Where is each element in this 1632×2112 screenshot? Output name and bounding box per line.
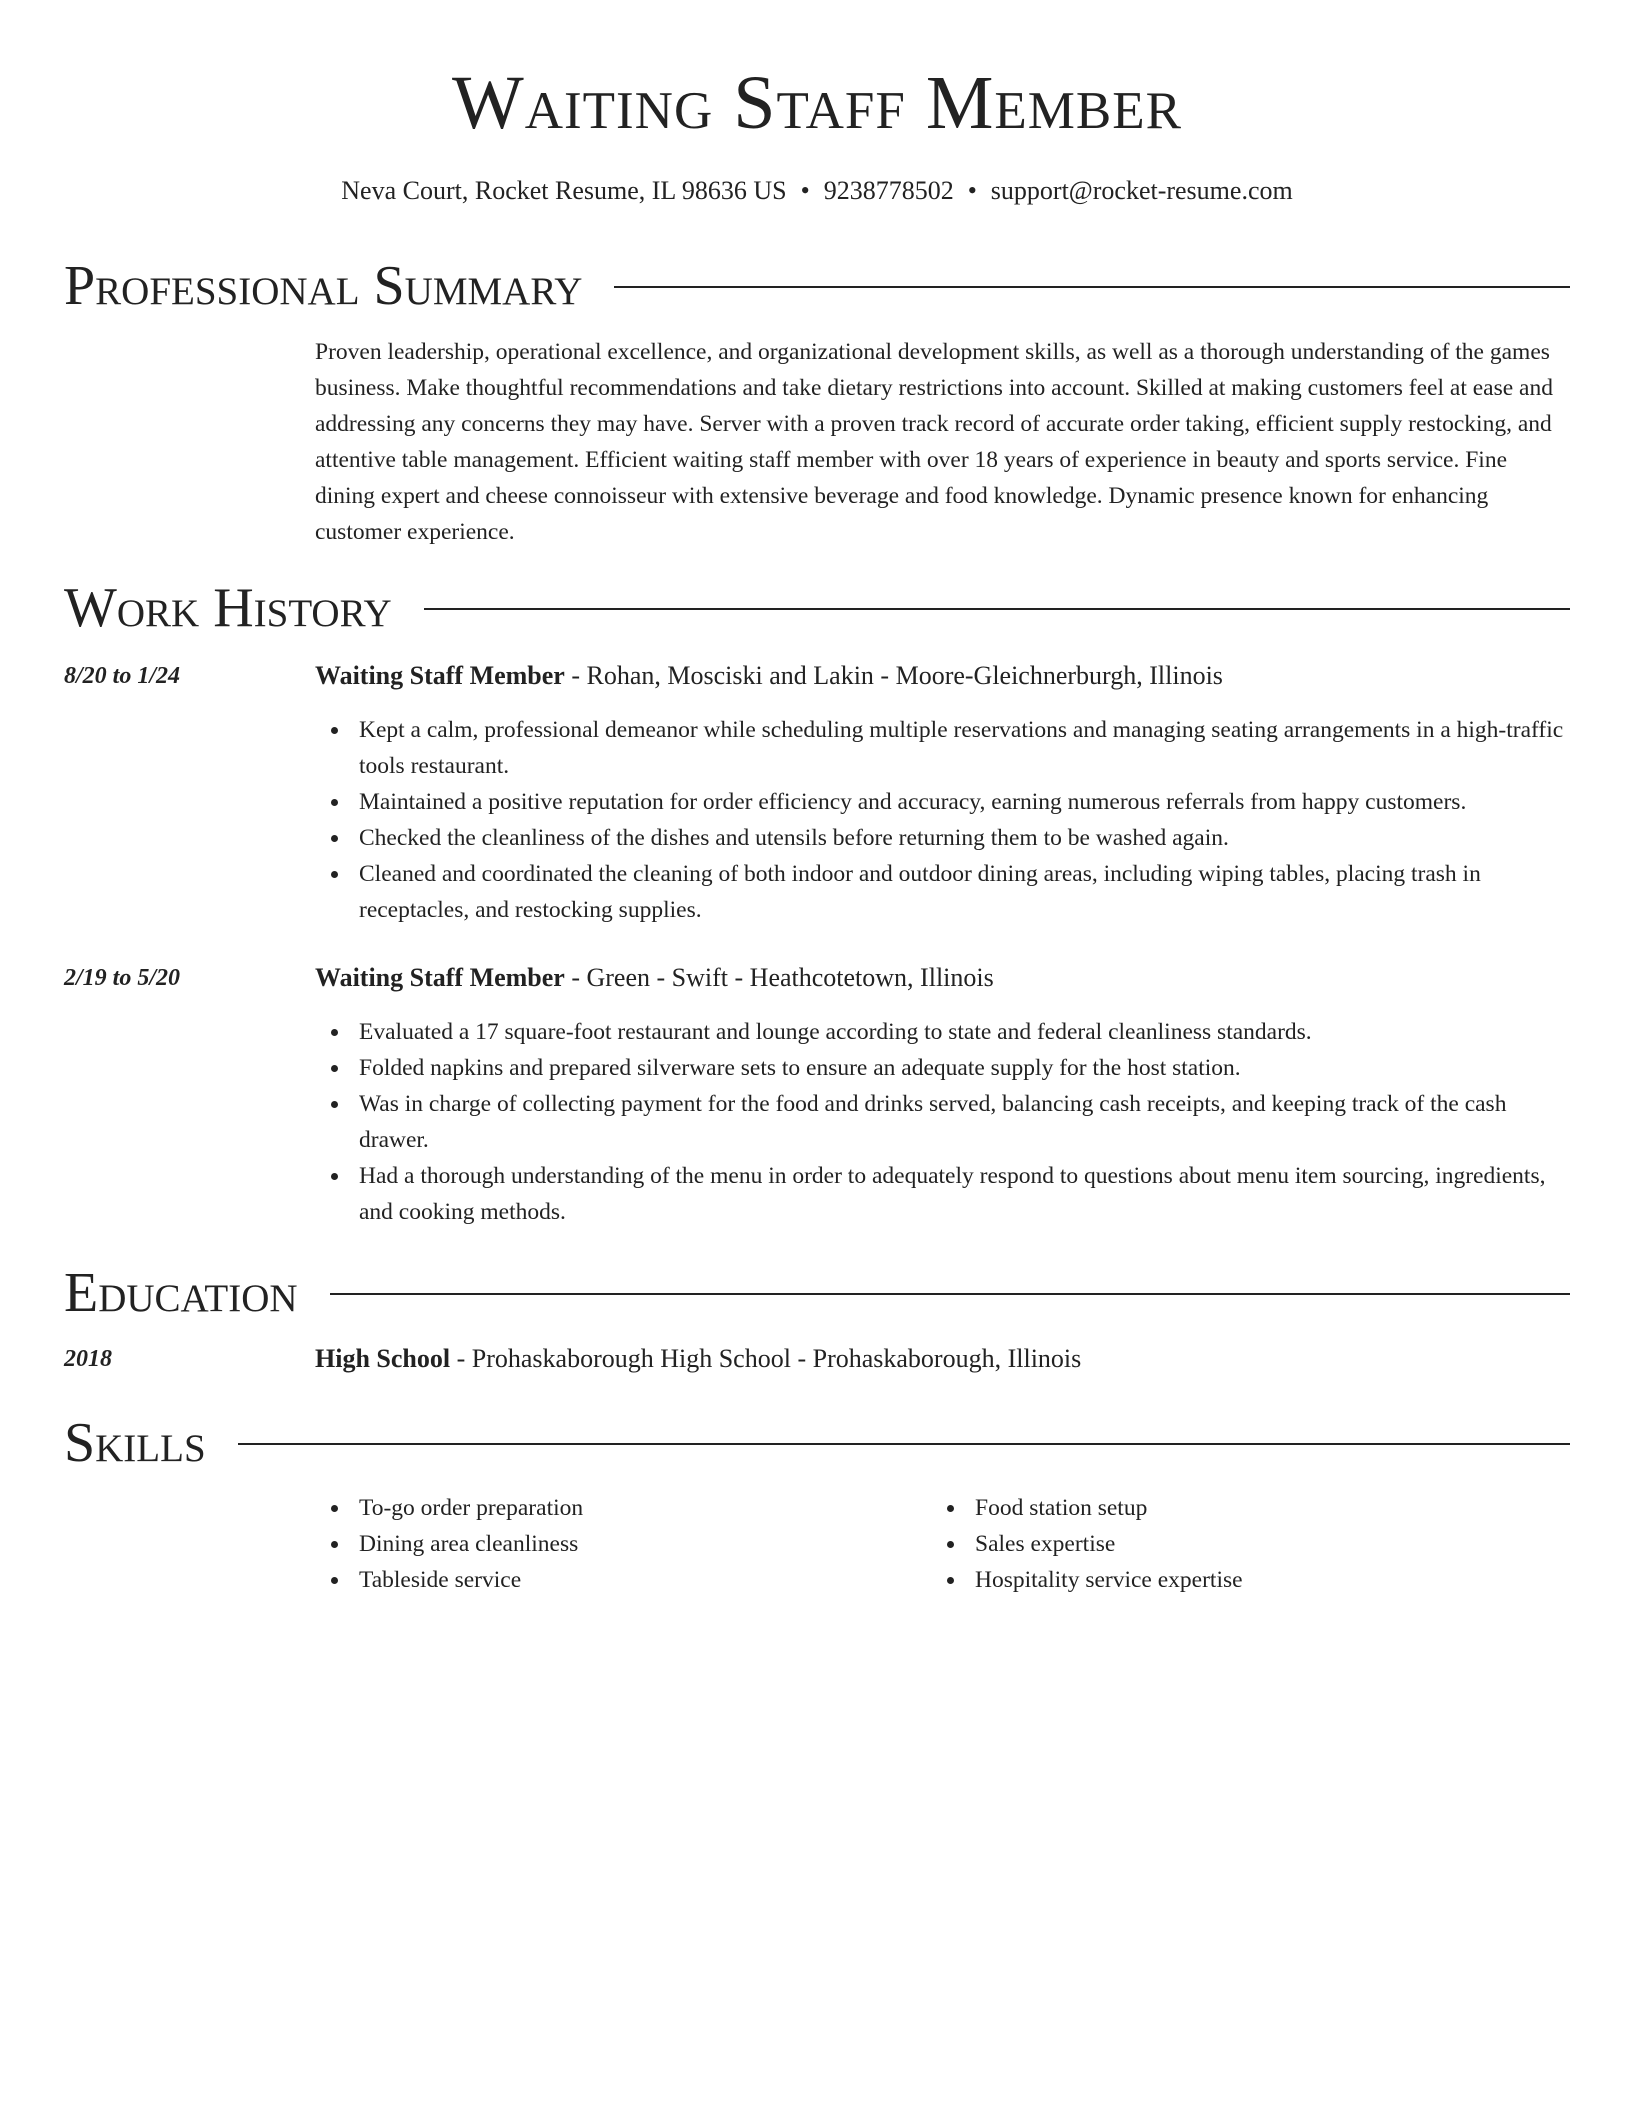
education-section-header xyxy=(64,1261,1570,1325)
job-details: - Rohan, Mosciski and Lakin - Moore-Gleichnerburgh, Illinois xyxy=(564,661,1223,690)
job-heading xyxy=(315,960,1570,996)
skills-grid xyxy=(315,1490,1570,1610)
summary-text: Proven leadership, operational excellence, and organizational development skills, as well as a thorough understanding of the games business. Make thoughtful recommendations and take dietary restrictions into account. Skilled at making customers feel at ease and addressing any concerns they may have. Server with a proven track record of accurate order taking, efficient supply restocking, and attentive table management. Efficient waiting staff member with over 18 years of experience in beauty and sports service. Fine dining expert and cheese connoisseur with extensive beverage and food knowledge. Dynamic presence known for enhancing customer experience. xyxy=(315,339,1553,545)
list-item: Had a thorough understanding of the menu in order to adequately respond to questions about menu item sourcing, ingredients, and cooking methods. xyxy=(359,1158,1570,1230)
work-section-header xyxy=(64,576,1570,640)
list-item: Folded napkins and prepared silverware sets to ensure an adequate supply for the host station. xyxy=(359,1050,1570,1086)
contact-separator: • xyxy=(800,176,810,205)
job-dates: 2/19 to 5/20 xyxy=(64,965,181,991)
skills-section-header xyxy=(64,1411,1570,1475)
section-divider xyxy=(330,1293,1570,1295)
skills-list-left xyxy=(315,1490,583,1598)
list-item: Evaluated a 17 square-foot restaurant and lounge according to state and federal cleanliness standards. xyxy=(359,1014,1570,1050)
job-heading xyxy=(315,658,1570,694)
candidate-name: Waiting Staff Member xyxy=(451,61,1182,145)
education-entry xyxy=(315,1341,1570,1377)
list-item: Sales expertise xyxy=(975,1526,1243,1562)
contact-phone: 9238778502 xyxy=(823,176,954,205)
education-degree: High School xyxy=(315,1344,451,1373)
job-title: Waiting Staff Member xyxy=(315,963,565,992)
job-entry xyxy=(315,960,1570,1230)
list-item: Food station setup xyxy=(975,1490,1243,1526)
job-title: Waiting Staff Member xyxy=(315,661,565,690)
job-entry xyxy=(315,658,1570,928)
list-item: Checked the cleanliness of the dishes and utensils before returning them to be washed again. xyxy=(359,820,1570,856)
list-item: Was in charge of collecting payment for the food and drinks served, balancing cash receipts, and keeping track of the cash drawer. xyxy=(359,1086,1570,1158)
list-item: Tableside service xyxy=(359,1562,583,1598)
summary-heading: Professional Summary xyxy=(64,255,583,317)
work-heading: Work History xyxy=(64,577,392,639)
summary-section-header xyxy=(64,254,1570,318)
contact-line xyxy=(64,174,1570,208)
job-dates: 8/20 to 1/24 xyxy=(64,663,181,689)
list-item: Maintained a positive reputation for order efficiency and accuracy, earning numerous referrals from happy customers. xyxy=(359,784,1570,820)
section-divider xyxy=(238,1443,1570,1445)
education-details: - Prohaskaborough High School - Prohaskaborough, Illinois xyxy=(450,1344,1082,1373)
contact-email: support@rocket-resume.com xyxy=(990,176,1293,205)
job-details: - Green - Swift - Heathcotetown, Illinois xyxy=(564,963,994,992)
job-bullets xyxy=(315,712,1570,928)
list-item: Hospitality service expertise xyxy=(975,1562,1243,1598)
skills-list-right xyxy=(931,1490,1243,1598)
education-heading-line xyxy=(315,1341,1570,1377)
list-item: Cleaned and coordinated the cleaning of both indoor and outdoor dining areas, including wiping tables, placing trash in receptacles, and restocking supplies. xyxy=(359,856,1570,928)
education-year: 2018 xyxy=(64,1346,112,1372)
section-divider xyxy=(424,608,1570,610)
contact-separator: • xyxy=(967,176,977,205)
list-item: Kept a calm, professional demeanor while scheduling multiple reservations and managing seating arrangements in a high-traffic tools restaurant. xyxy=(359,712,1570,784)
section-divider xyxy=(614,286,1570,288)
contact-address: Neva Court, Rocket Resume, IL 98636 US xyxy=(341,176,787,205)
list-item: Dining area cleanliness xyxy=(359,1526,583,1562)
skills-heading: Skills xyxy=(64,1412,206,1474)
list-item: To-go order preparation xyxy=(359,1490,583,1526)
education-heading: Education xyxy=(64,1262,298,1324)
job-bullets xyxy=(315,1014,1570,1230)
